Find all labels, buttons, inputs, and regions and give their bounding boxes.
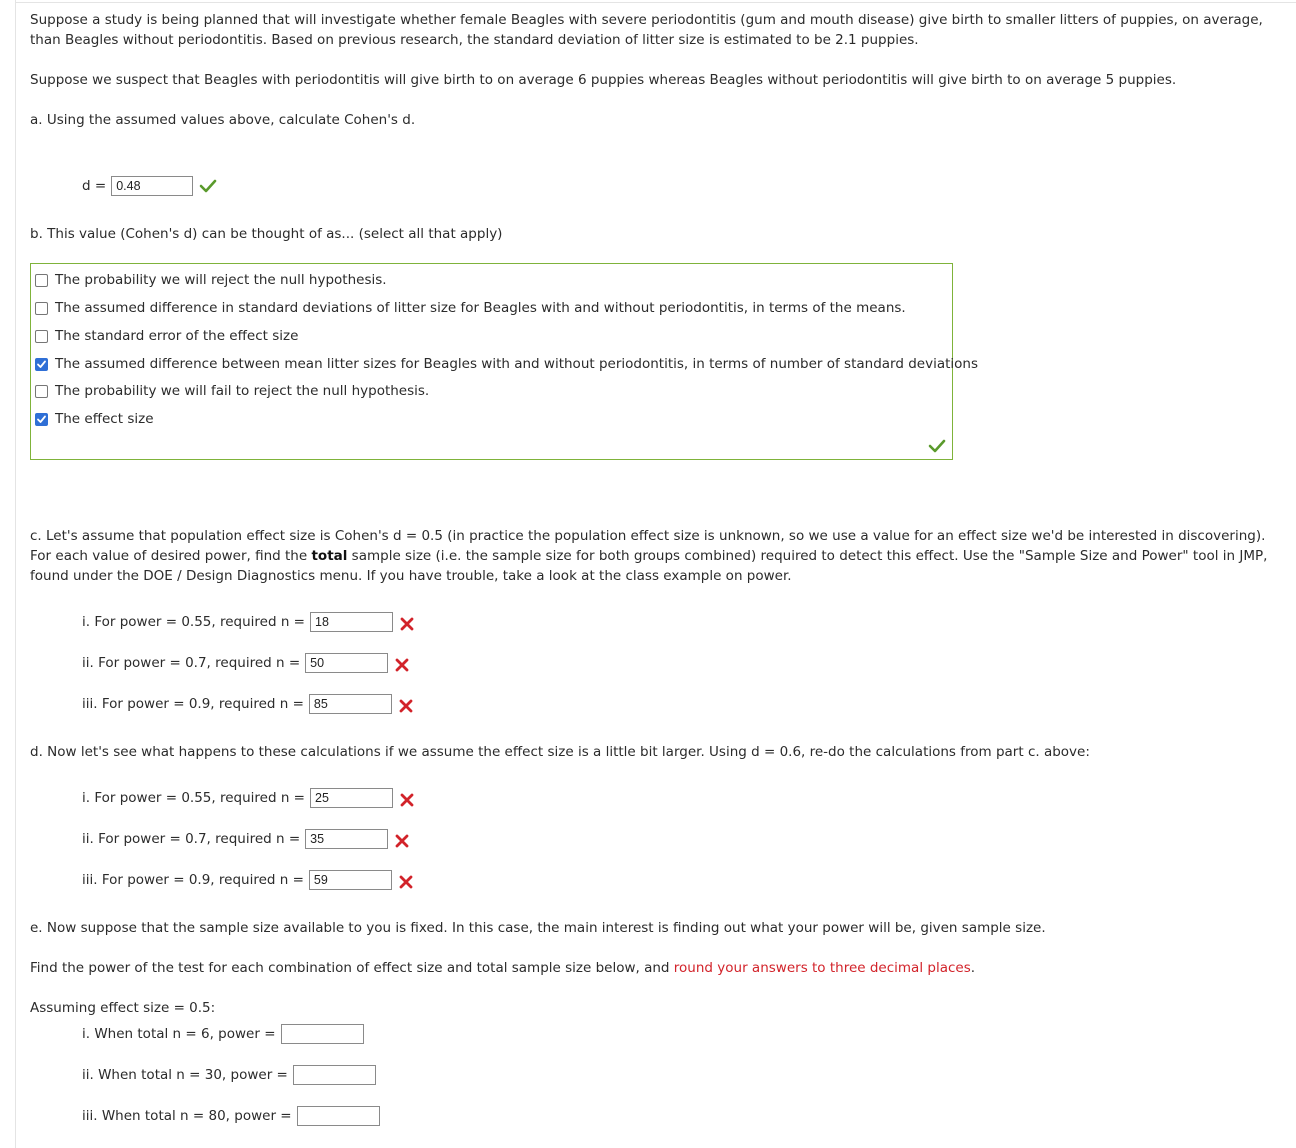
option-label: The assumed difference between mean litter sizes for Beagles with and without periodontitis, in terms of number of standard deviations (55, 356, 979, 372)
required-n-input[interactable]: 25 (310, 788, 393, 808)
x-mark-icon (399, 875, 413, 889)
option-difference-in-means[interactable] (35, 356, 978, 372)
required-n-input[interactable]: 50 (305, 653, 388, 673)
rounding-instruction: round your answers to three decimal places (673, 960, 971, 976)
part-e-instructions (30, 958, 1286, 978)
part-a-answer-row (82, 176, 217, 196)
content-left-border (15, 0, 16, 1148)
part-e-item-2 (82, 1065, 376, 1085)
part-e-assuming: Assuming effect size = 0.5: (30, 1000, 216, 1016)
x-mark-icon (400, 617, 414, 631)
part-e-intro: e. Now suppose that the sample size available to you is fixed. In this case, the main interest is finding out what your power will be, given sample size. (30, 920, 1046, 936)
part-b-question: b. This value (Cohen's d) can be thought of as... (select all that apply) (30, 226, 503, 242)
intro-paragraph-1: Suppose a study is being planned that will investigate whether female Beagles with severe periodontitis (gum and mouth disease) give birth to smaller litters of puppies, on average, than Beagles without periodontitis. Based on previous research, the standard deviation of litter size is estimated to be 2.1 puppies. (30, 12, 1263, 48)
x-mark-icon (395, 658, 409, 672)
x-mark-icon (400, 793, 414, 807)
content-top-border (15, 2, 1296, 3)
required-n-input[interactable]: 35 (305, 829, 388, 849)
x-mark-icon (395, 834, 409, 848)
option-fail-to-reject[interactable] (35, 383, 429, 399)
part-a-question: a. Using the assumed values above, calculate Cohen's d. (30, 112, 416, 128)
part-c-bold-text: total (311, 548, 348, 564)
part-c-text: c. Let's assume that population effect size is Cohen's d = 0.5 (in practice the population effect size is unknown, so we use a value for an effect size we'd be interested in discovering). For each value of desired power, find the (30, 528, 1266, 564)
x-mark-icon (399, 699, 413, 713)
part-b-options-box (30, 263, 979, 460)
part-c-text: sample size (i.e. the sample size for both groups combined) required to detect this effect. Use the "Sample Size and Power" tool in JMP, found under the DOE / Design Diagnostics menu. If you have trouble, take a look at the class example on power. (30, 548, 1268, 584)
instruction-text: . (970, 960, 976, 976)
item-label: i. For power = 0.55, required n = (82, 614, 305, 630)
option-label: The standard error of the effect size (55, 328, 299, 344)
part-c-item-2 (82, 653, 409, 673)
option-reject-null[interactable] (35, 272, 387, 288)
option-effect-size[interactable] (35, 411, 154, 427)
option-label: The probability we will reject the null hypothesis. (55, 272, 387, 288)
checkbox-unchecked[interactable] (35, 274, 48, 287)
required-n-input[interactable]: 85 (309, 694, 392, 714)
option-label: The assumed difference in standard deviations of litter size for Beagles with and without periodontitis, in terms of the means. (55, 300, 906, 316)
check-mark-icon (199, 179, 217, 193)
option-label: The probability we will fail to reject the null hypothesis. (55, 383, 430, 399)
instruction-text: Find the power of the test for each combination of effect size and total sample size below, and (30, 960, 674, 976)
item-label: i. For power = 0.55, required n = (82, 790, 305, 806)
power-input[interactable] (293, 1065, 376, 1085)
checkbox-tick-icon (36, 414, 47, 425)
item-label: ii. When total n = 30, power = (82, 1067, 288, 1083)
checkbox-unchecked[interactable] (35, 385, 48, 398)
part-d-item-3 (82, 870, 413, 890)
part-a-label: d = (82, 178, 107, 194)
checkbox-unchecked[interactable] (35, 302, 48, 315)
intro-paragraph-2: Suppose we suspect that Beagles with periodontitis will give birth to on average 6 puppies whereas Beagles without periodontitis will give birth to on average 5 puppies. (30, 72, 1177, 88)
item-label: iii. For power = 0.9, required n = (82, 696, 304, 712)
power-input[interactable] (281, 1024, 364, 1044)
option-label: The effect size (55, 411, 154, 427)
option-difference-in-sd[interactable] (35, 300, 906, 316)
item-label: iii. When total n = 80, power = (82, 1108, 292, 1124)
checkbox-unchecked[interactable] (35, 330, 48, 343)
part-d-item-1 (82, 788, 414, 808)
part-d-question: d. Now let's see what happens to these calculations if we assume the effect size is a little bit larger. Using d = 0.6, re-do the calculations from part c. above: (30, 744, 1090, 760)
part-c-item-3 (82, 694, 413, 714)
checkbox-tick-icon (36, 359, 47, 370)
part-e-item-1 (82, 1024, 364, 1044)
item-label: ii. For power = 0.7, required n = (82, 831, 301, 847)
checkbox-checked[interactable] (35, 413, 48, 426)
cohens-d-input[interactable]: 0.48 (111, 176, 193, 196)
part-c-item-1 (82, 612, 414, 632)
part-e-item-3 (82, 1106, 380, 1126)
required-n-input[interactable]: 18 (310, 612, 393, 632)
required-n-input[interactable]: 59 (309, 870, 392, 890)
part-d-item-2 (82, 829, 409, 849)
item-label: i. When total n = 6, power = (82, 1026, 276, 1042)
checkbox-checked[interactable] (35, 358, 48, 371)
option-standard-error[interactable] (35, 328, 298, 344)
power-input[interactable] (297, 1106, 380, 1126)
item-label: iii. For power = 0.9, required n = (82, 872, 304, 888)
check-mark-icon (928, 439, 946, 453)
item-label: ii. For power = 0.7, required n = (82, 655, 301, 671)
part-c-question (30, 526, 1286, 586)
